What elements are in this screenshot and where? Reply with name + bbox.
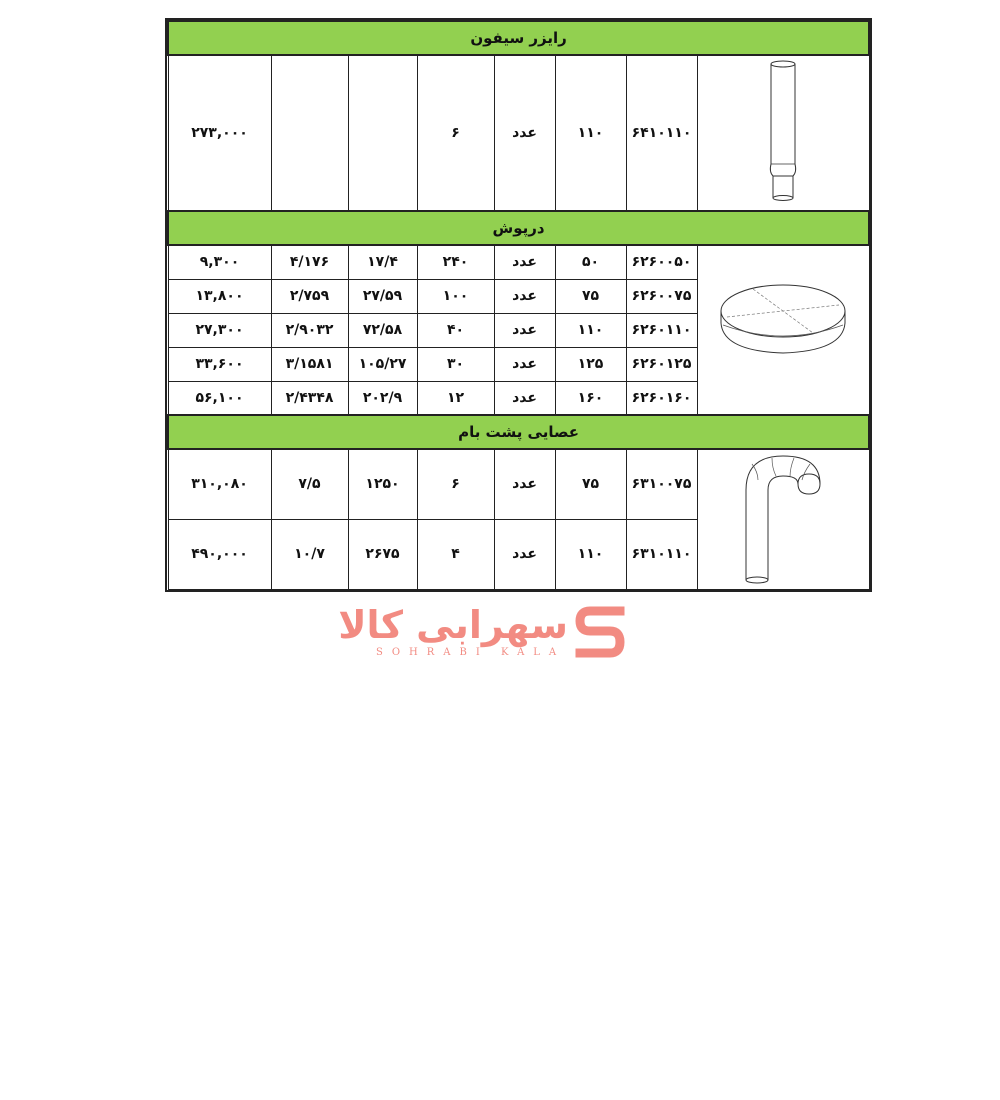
product-image	[697, 449, 869, 590]
product-image	[697, 245, 869, 415]
code-cell: ۶۲۶۰۱۱۰	[626, 313, 697, 347]
col5-cell: ۲۷/۵۹	[348, 279, 417, 313]
sohrabi-kala-logo-icon	[574, 605, 626, 659]
qty-cell: ۳۰	[417, 347, 494, 381]
size-cell: ۵۰	[555, 245, 626, 279]
size-cell: ۷۵	[555, 279, 626, 313]
qty-cell: ۴	[417, 519, 494, 589]
col6-cell: ۲/۴۳۴۸	[271, 381, 348, 415]
size-cell: ۱۱۰	[555, 519, 626, 589]
col6-cell: ۳/۱۵۸۱	[271, 347, 348, 381]
section-title: رایزر سیفون	[168, 21, 869, 55]
size-cell: ۱۲۵	[555, 347, 626, 381]
unit-cell: عدد	[494, 55, 555, 211]
price-cell: ۲۷,۳۰۰	[168, 313, 271, 347]
price-cell: ۴۹۰,۰۰۰	[168, 519, 271, 589]
code-cell: ۶۳۱۰۰۷۵	[626, 449, 697, 519]
col6-cell: ۷/۵	[271, 449, 348, 519]
section-title: عصایی پشت بام	[168, 415, 869, 449]
qty-cell: ۲۴۰	[417, 245, 494, 279]
code-cell: ۶۴۱۰۱۱۰	[626, 55, 697, 211]
qty-cell: ۱۲	[417, 381, 494, 415]
table-row	[168, 449, 869, 519]
qty-cell: ۶	[417, 55, 494, 211]
col6-cell	[271, 55, 348, 211]
unit-cell: عدد	[494, 313, 555, 347]
qty-cell: ۴۰	[417, 313, 494, 347]
qty-cell: ۶	[417, 449, 494, 519]
logo-subtext: SOHRABI KALA	[376, 647, 566, 658]
col5-cell	[348, 55, 417, 211]
col6-cell: ۲/۷۵۹	[271, 279, 348, 313]
roof-vent-cane-icon	[728, 450, 838, 585]
size-cell: ۱۱۰	[555, 55, 626, 211]
unit-cell: عدد	[494, 381, 555, 415]
price-table	[167, 20, 868, 590]
end-cap-icon	[713, 273, 853, 383]
size-cell: ۱۱۰	[555, 313, 626, 347]
table-row	[168, 245, 869, 279]
code-cell: ۶۲۶۰۱۲۵	[626, 347, 697, 381]
col6-cell: ۲/۹۰۳۲	[271, 313, 348, 347]
col5-cell: ۷۲/۵۸	[348, 313, 417, 347]
code-cell: ۶۲۶۰۰۵۰	[626, 245, 697, 279]
size-cell: ۱۶۰	[555, 381, 626, 415]
price-cell: ۵۶,۱۰۰	[168, 381, 271, 415]
logo-text: سهرابی کالا	[338, 603, 568, 647]
section-title: درپوش	[168, 211, 869, 245]
col5-cell: ۱۷/۴	[348, 245, 417, 279]
col5-cell: ۱۰۵/۲۷	[348, 347, 417, 381]
code-cell: ۶۳۱۰۱۱۰	[626, 519, 697, 589]
col5-cell: ۲۶۷۵	[348, 519, 417, 589]
product-image	[697, 55, 869, 211]
col6-cell: ۴/۱۷۶	[271, 245, 348, 279]
unit-cell: عدد	[494, 347, 555, 381]
sohrabi-kala-logo	[338, 603, 632, 663]
price-cell: ۹,۳۰۰	[168, 245, 271, 279]
price-cell: ۱۳,۸۰۰	[168, 279, 271, 313]
unit-cell: عدد	[494, 279, 555, 313]
col5-cell: ۲۰۲/۹	[348, 381, 417, 415]
price-cell: ۳۳,۶۰۰	[168, 347, 271, 381]
price-cell: ۳۱۰,۰۸۰	[168, 449, 271, 519]
code-cell: ۶۲۶۰۱۶۰	[626, 381, 697, 415]
size-cell: ۷۵	[555, 449, 626, 519]
qty-cell: ۱۰۰	[417, 279, 494, 313]
price-cell: ۲۷۳,۰۰۰	[168, 55, 271, 211]
col5-cell: ۱۲۵۰	[348, 449, 417, 519]
table-row	[168, 55, 869, 211]
unit-cell: عدد	[494, 245, 555, 279]
unit-cell: عدد	[494, 519, 555, 589]
code-cell: ۶۲۶۰۰۷۵	[626, 279, 697, 313]
col6-cell: ۱۰/۷	[271, 519, 348, 589]
unit-cell: عدد	[494, 449, 555, 519]
riser-pipe-icon	[753, 56, 813, 206]
